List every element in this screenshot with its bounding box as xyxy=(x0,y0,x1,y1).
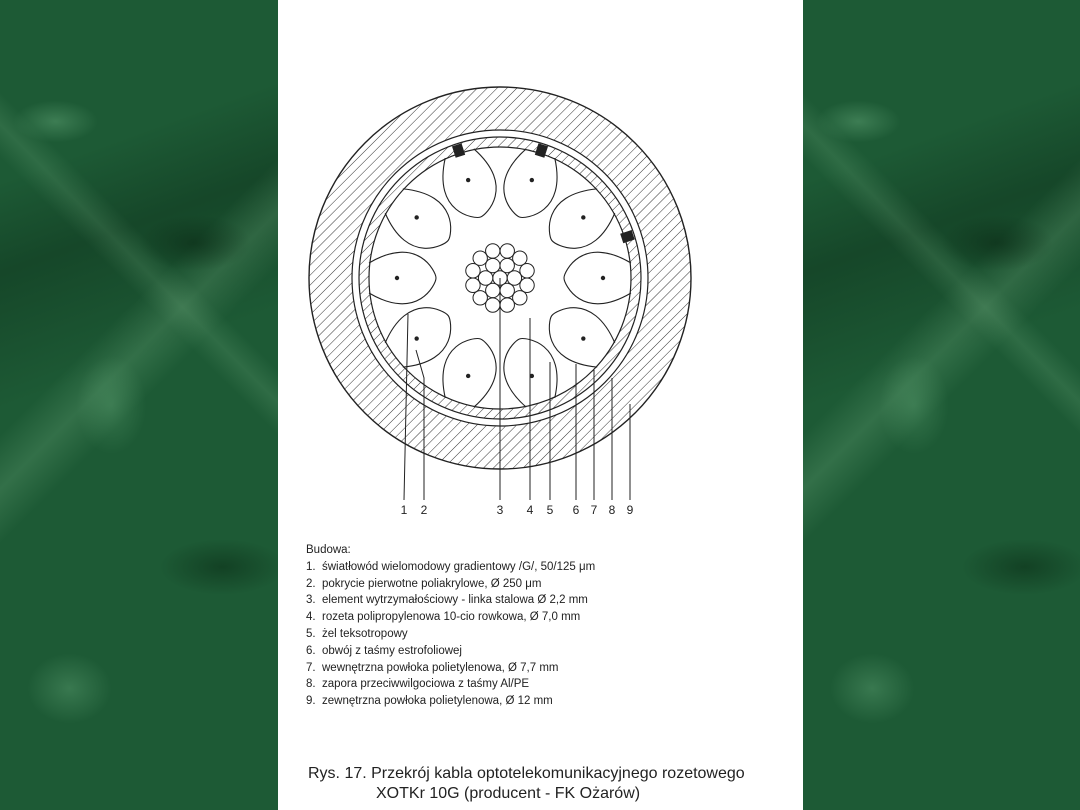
optical-fiber-dot xyxy=(466,374,470,378)
optical-fiber-dot xyxy=(601,276,605,280)
legend-item: 8. zapora przeciwwilgociowa z taśmy Al/PE xyxy=(306,678,530,691)
steel-wire xyxy=(500,298,514,312)
steel-wire xyxy=(520,264,534,278)
legend-list xyxy=(306,559,595,710)
callout-number: 2 xyxy=(420,503,428,517)
legend-item: 1. światłowód wielomodowy gradientowy /G/, 50/125 μm xyxy=(306,560,596,573)
callout-number: 8 xyxy=(608,503,616,517)
optical-fiber-dot xyxy=(581,336,585,340)
steel-wire xyxy=(500,258,514,272)
caption-line-2: XOTKr 10G (producent - FK Ożarów) xyxy=(376,785,641,802)
steel-wire xyxy=(513,291,527,305)
steel-wire xyxy=(500,283,514,297)
optical-fiber-dot xyxy=(414,336,418,340)
legend-item: 7. wewnętrzna powłoka polietylenowa, Ø 7,7 mm xyxy=(306,661,559,674)
legend-item: 3. element wytrzymałościowy - linka stalowa Ø 2,2 mm xyxy=(306,594,588,607)
steel-wire xyxy=(500,244,514,258)
legend-item: 2. pokrycie pierwotne poliakrylowe, Ø 250 μm xyxy=(306,577,542,590)
steel-wire xyxy=(513,251,527,265)
steel-wire xyxy=(486,244,500,258)
legend-item: 4. rozeta polipropylenowa 10-cio rowkowa, Ø 7,0 mm xyxy=(306,611,581,624)
callout-number: 4 xyxy=(526,503,534,517)
legend xyxy=(306,542,595,710)
figure-caption xyxy=(308,764,788,804)
steel-wire xyxy=(486,298,500,312)
steel-wire xyxy=(473,251,487,265)
steel-wire xyxy=(473,291,487,305)
callout-number: 1 xyxy=(400,503,408,517)
steel-wire xyxy=(478,271,492,285)
steel-wire xyxy=(507,271,521,285)
optical-fiber-dot xyxy=(395,276,399,280)
steel-wire xyxy=(486,283,500,297)
marble-background-left xyxy=(0,0,278,810)
steel-wire xyxy=(520,278,534,292)
optical-fiber-dot xyxy=(414,215,418,219)
optical-fiber-dot xyxy=(466,178,470,182)
legend-item: 5. żel teksotropowy xyxy=(306,627,408,640)
callout-numbers xyxy=(401,503,634,517)
legend-item: 9. zewnętrzna powłoka polietylenowa, Ø 12 mm xyxy=(306,695,553,708)
callout-number: 9 xyxy=(626,503,634,517)
callout-number: 5 xyxy=(546,503,554,517)
caption-line-1: Rys. 17. Przekrój kabla optotelekomunikacyjnego rozetowego xyxy=(308,765,745,782)
legend-item: 6. obwój z taśmy estrofoliowej xyxy=(306,644,462,657)
steel-wire xyxy=(466,264,480,278)
steel-wire xyxy=(486,258,500,272)
optical-fiber-dot xyxy=(530,178,534,182)
callout-number: 7 xyxy=(590,503,598,517)
callout-number: 6 xyxy=(572,503,580,517)
legend-heading: Budowa: xyxy=(306,544,351,556)
steel-wire xyxy=(466,278,480,292)
cable-cross-section-diagram xyxy=(278,0,803,530)
figure-sheet xyxy=(278,0,803,810)
optical-fiber-dot xyxy=(581,215,585,219)
marble-background-right xyxy=(803,0,1080,810)
callout-number: 3 xyxy=(496,503,504,517)
